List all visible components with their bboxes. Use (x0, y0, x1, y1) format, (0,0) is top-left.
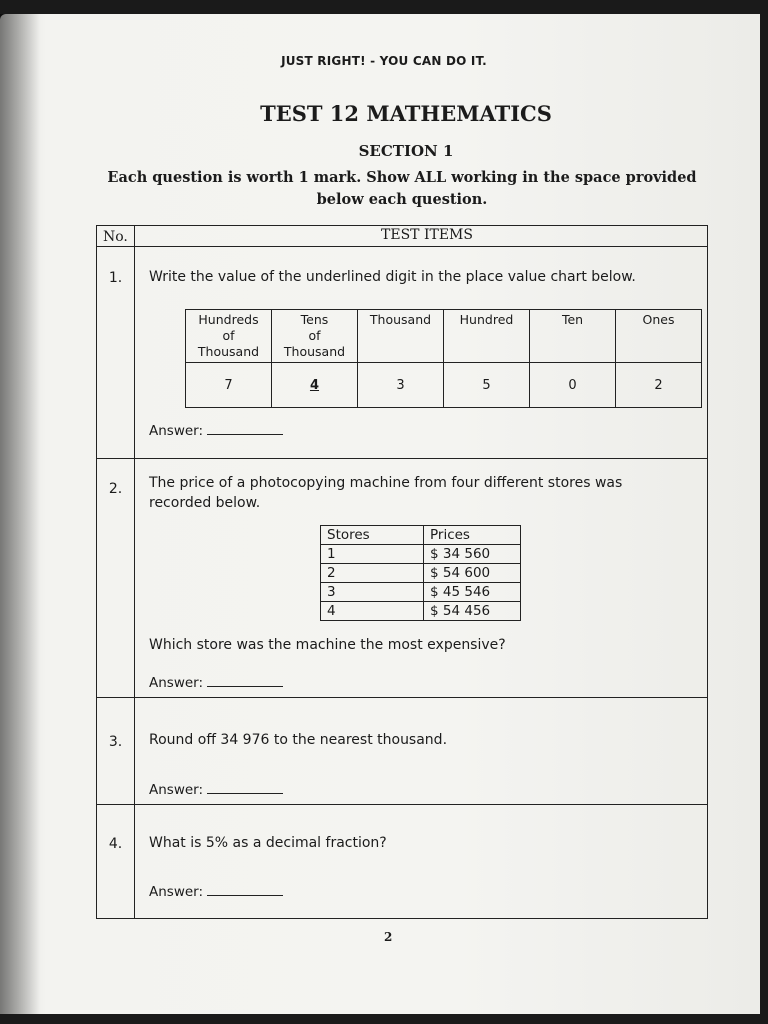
place-value-chart (185, 309, 702, 408)
question-text: What is 5% as a decimal fraction? (149, 835, 387, 851)
question-text-line-2: recorded below. (149, 495, 261, 511)
instructions (96, 167, 708, 211)
header-test-items: TEST ITEMS (381, 227, 473, 243)
digit-cell: 7 (186, 363, 272, 408)
answer-label: Answer: (149, 884, 204, 900)
answer-blank[interactable] (207, 422, 283, 435)
chart-header-cell: Thousand (358, 310, 444, 363)
answer-blank[interactable] (207, 674, 283, 687)
stores-row (321, 564, 521, 583)
price-cell: $ 45 546 (424, 583, 521, 602)
stores-row (321, 583, 521, 602)
stores-row (321, 602, 521, 621)
chart-header-cell: Hundred (444, 310, 530, 363)
answer-label: Answer: (149, 675, 204, 691)
answer-blank[interactable] (207, 781, 283, 794)
question-text (149, 473, 622, 513)
question-1 (97, 247, 707, 458)
page-shadow (0, 14, 40, 1014)
store-cell: 1 (321, 545, 424, 564)
question-3 (97, 698, 707, 803)
price-cell: $ 54 456 (424, 602, 521, 621)
question-followup: Which store was the machine the most expensive? (149, 637, 506, 653)
store-cell: 2 (321, 564, 424, 583)
instruction-line-2: below each question. (316, 191, 488, 208)
test-items-table (96, 225, 708, 919)
question-2 (97, 459, 707, 697)
digit-cell-underlined: 4 (272, 363, 358, 408)
digit-cell: 0 (530, 363, 616, 408)
answer-line[interactable] (149, 674, 283, 691)
header-no: No. (103, 229, 128, 245)
answer-label: Answer: (149, 423, 204, 439)
chart-header-cell: Ones (616, 310, 702, 363)
price-cell: $ 54 600 (424, 564, 521, 583)
question-text: Round off 34 976 to the nearest thousand. (149, 732, 448, 748)
price-cell: $ 34 560 (424, 545, 521, 564)
stores-table (320, 525, 521, 621)
page-motto: JUST RIGHT! - YOU CAN DO IT. (281, 54, 487, 68)
store-cell: 4 (321, 602, 424, 621)
digit-cell: 5 (444, 363, 530, 408)
prices-header: Prices (424, 526, 521, 545)
answer-label: Answer: (149, 782, 204, 798)
section-heading: SECTION 1 (358, 142, 454, 160)
question-4 (97, 805, 707, 917)
store-cell: 3 (321, 583, 424, 602)
chart-header-row (186, 310, 702, 363)
question-number: 3. (108, 734, 123, 750)
page-title: TEST 12 MATHEMATICS (260, 101, 552, 126)
stores-header: Stores (321, 526, 424, 545)
stores-row (321, 545, 521, 564)
chart-digit-row (186, 363, 702, 408)
question-number: 4. (108, 836, 123, 852)
question-number: 1. (108, 270, 123, 286)
chart-header-cell: Hundreds of Thousand (186, 310, 272, 363)
answer-line[interactable] (149, 883, 283, 900)
question-number: 2. (108, 481, 123, 497)
answer-blank[interactable] (207, 883, 283, 896)
answer-line[interactable] (149, 781, 283, 798)
chart-header-cell: Tens of Thousand (272, 310, 358, 363)
question-text-line-1: The price of a photocopying machine from four different stores was (149, 475, 623, 491)
page-number: 2 (384, 930, 393, 944)
stores-header-row (321, 526, 521, 545)
question-text: Write the value of the underlined digit in the place value chart below. (149, 269, 636, 285)
answer-line[interactable] (149, 422, 283, 439)
digit-cell: 3 (358, 363, 444, 408)
chart-header-cell: Ten (530, 310, 616, 363)
digit-cell: 2 (616, 363, 702, 408)
instruction-line-1: Each question is worth 1 mark. Show ALL working in the space provided (107, 169, 697, 186)
